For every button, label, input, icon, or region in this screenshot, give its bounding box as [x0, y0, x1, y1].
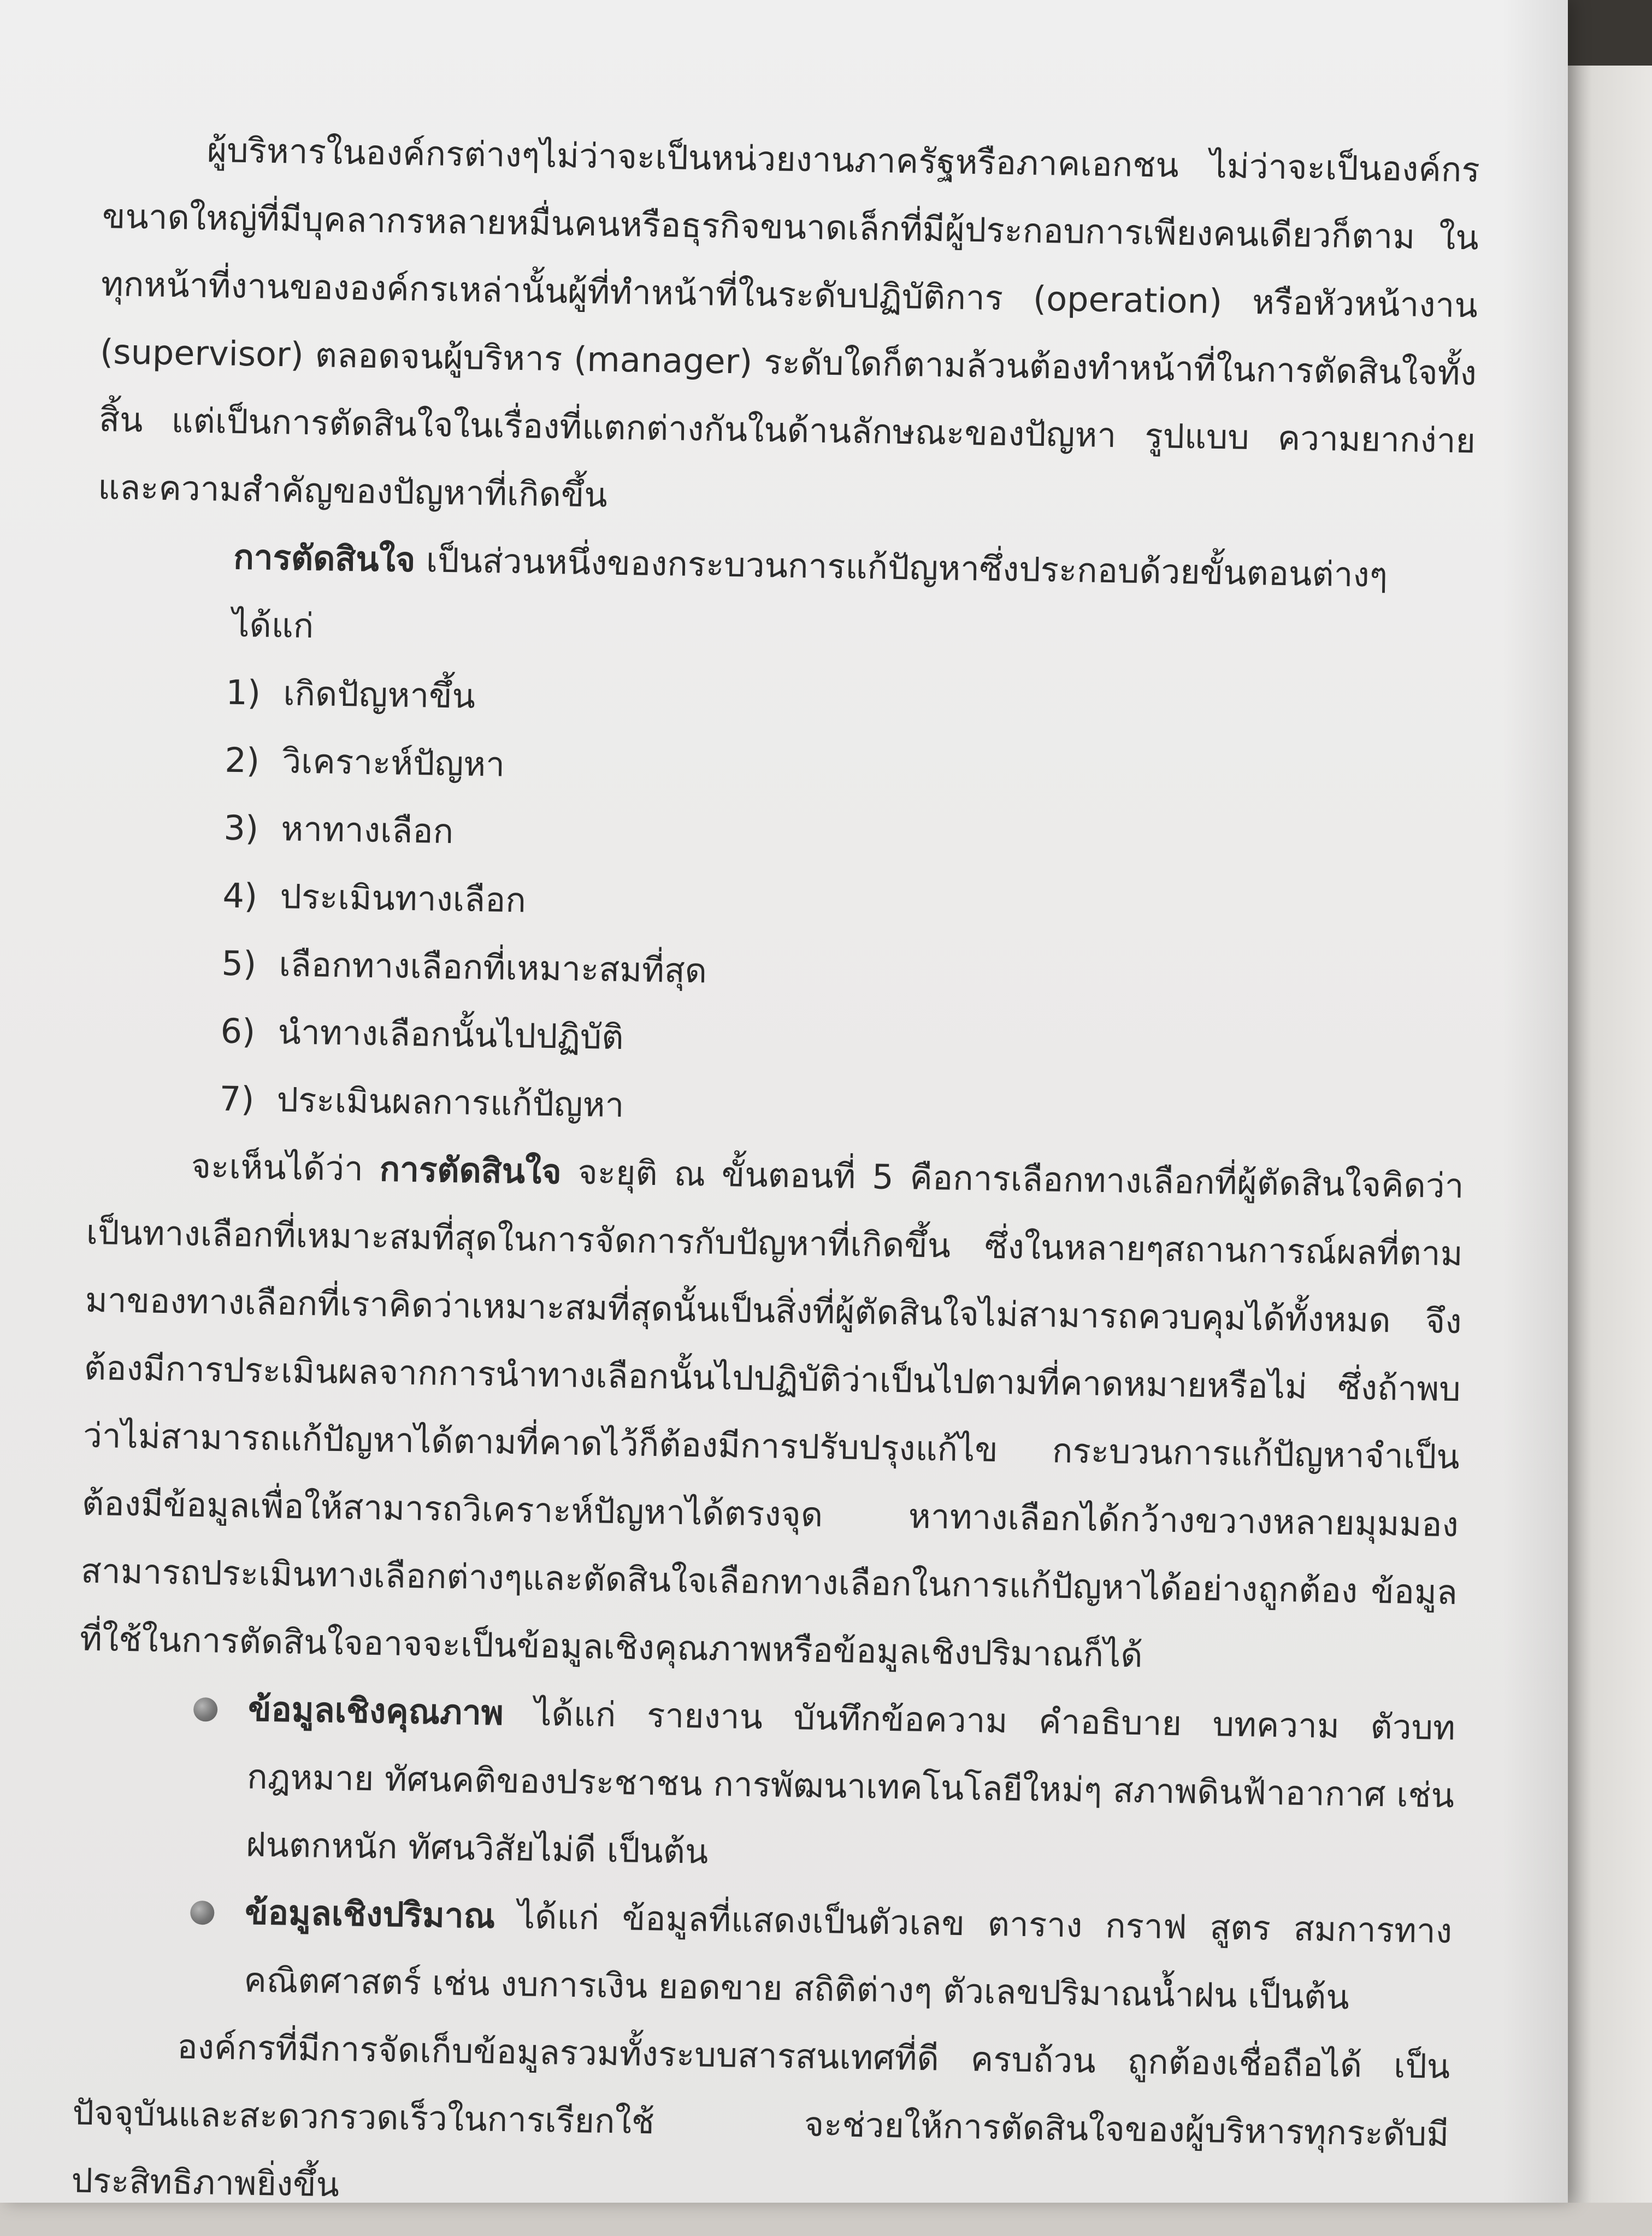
analysis-text: จะยุติ ณ ขั้นตอนที่ 5 คือการเลือกทางเลือกที่ผู้ตัดสินใจคิดว่าเป็นทางเลือกที่เหมาะสมที่สุดในการจัดการกับปัญหาที่เกิดขึ้น ซึ่งในหลายๆสถานการณ์ผลที่ตามมาของทางเลือกที่เราคิดว่าเหมาะสมที่สุดนั้นเป็นสิ่งที่ผู้ตัดสินใจไม่สามารถควบคุมได้ทั้งหมด จึงต้องมีการประเมินผลจากการนำทางเลือกนั้นไปปฏิบัติว่าเป็นไปตามที่คาดหมายหรือไม่ ซึ่งถ้าพบว่าไม่สามารถแก้ปัญหาได้ตามที่คาดไว้ก็ต้องมีการปรับปรุงแก้ไข กระบวนการแก้ปัญหาจำเป็นต้องมีข้อมูลเพื่อให้สามารถวิเคราะห์ปัญหาได้ตรงจุด หาทางเลือกได้กว้างขวางหลายมุมมอง สามารถประเมินทางเลือกต่างๆและตัดสินใจเลือกทางเลือกในการแก้ปัญหาได้อย่างถูกต้อง ข้อมูลที่ใช้ในการตัดสินใจอาจจะเป็นข้อมูลเชิงคุณภาพหรือข้อมูลเชิงปริมาณก็ได้: [79, 1152, 1465, 1675]
step-text: หาทางเลือก: [280, 809, 454, 852]
bullet-item-quantitative: [188, 1878, 1453, 2033]
decision-lead-paragraph: [95, 521, 1474, 679]
step-text: ประเมินผลการแก้ปัญหา: [276, 1079, 624, 1125]
step-text: ประเมินทางเลือก: [279, 876, 527, 921]
bullet-dot-icon: [193, 1697, 218, 1722]
decision-steps-list: [88, 657, 1472, 1152]
closing-paragraph: องค์กรที่มีการจัดเก็บข้อมูลรวมทั้งระบบสารสนเทศที่ดี ครบถ้วน ถูกต้องเชื่อถือได้ เป็นปัจจุบันและสะดวกรวดเร็วในการเรียกใช้ จะช่วยให้การตัดสินใจของผู้บริหารทุกระดับมีประสิทธิภาพยิ่งขึ้น: [71, 2026, 1450, 2205]
bullet-term: ข้อมูลเชิงคุณภาพ: [247, 1689, 504, 1733]
page-body: [71, 115, 1480, 2236]
decision-term: การตัดสินใจ: [233, 536, 416, 580]
bullet-text: ได้แก่ ข้อมูลที่แสดงเป็นตัวเลข ตาราง กราฟ สูตร สมการทางคณิตศาสตร์ เช่น งบการเงิน ยอดขาย สถิติต่างๆ ตัวเลขปริมาณน้ำฝน เป็นต้น: [243, 1896, 1453, 2017]
step-text: เลือกทางเลือกที่เหมาะสมที่สุด: [279, 944, 707, 991]
step-number: 7): [219, 1078, 255, 1119]
analysis-prefix: จะเห็นได้ว่า: [191, 1146, 380, 1189]
step-number: 3): [223, 807, 259, 848]
bullet-text: ได้แก่ รายงาน บันทึกข้อความ คำอธิบาย บทความ ตัวบทกฎหมาย ทัศนคติของประชาชน การพัฒนาเทคโนโลยีใหม่ๆ สภาพดินฟ้าอากาศ เช่น ฝนตกหนัก ทัศนวิสัยไม่ดี เป็นต้น: [245, 1692, 1456, 1872]
step-text: นำทางเลือกนั้นไปปฏิบัติ: [278, 1012, 624, 1058]
step-text: วิเคราะห์ปัญหา: [281, 741, 505, 784]
step-text: เกิดปัญหาขึ้น: [282, 673, 476, 716]
step-number: 6): [220, 1011, 256, 1052]
step-number: 2): [224, 740, 260, 781]
bullet-item-qualitative: [191, 1674, 1456, 1897]
analysis-term: การตัดสินใจ: [379, 1149, 562, 1192]
data-types-list: [74, 1673, 1455, 2033]
decision-lead-text: เป็นส่วนหนึ่งของกระบวนการแก้ปัญหาซึ่งประกอบด้วยขั้นตอนต่างๆ ได้แก่: [232, 540, 1388, 646]
step-number: 5): [221, 943, 257, 984]
step-number: 4): [222, 875, 258, 916]
intro-paragraph: ผู้บริหารในองค์กรต่างๆไม่ว่าจะเป็นหน่วยงานภาครัฐหรือภาคเอกชน ไม่ว่าจะเป็นองค์กรขนาดใหญ่ที่มีบุคลากรหลายหมื่นคนหรือธุรกิจขนาดเล็กที่มีผู้ประกอบการเพียงคนเดียวก็ตาม ในทุกหน้าที่งานขององค์กรเหล่านั้นผู้ที่ทำหน้าที่ในระดับปฏิบัติการ (operation) หรือหัวหน้างาน (supervisor) ตลอดจนผู้บริหาร (manager) ระดับใดก็ตามล้วนต้องทำหน้าที่ในการตัดสินใจทั้งสิ้น แต่เป็นการตัดสินใจในเรื่องที่แตกต่างกันในด้านลักษณะของปัญหา รูปแบบ ความยากง่าย และความสำคัญของปัญหาที่เกิดขึ้น: [97, 129, 1480, 515]
bullet-term: ข้อมูลเชิงปริมาณ: [244, 1892, 495, 1936]
bullet-dot-icon: [190, 1901, 215, 1925]
analysis-paragraph: [79, 1131, 1464, 1694]
step-number: 1): [225, 672, 261, 713]
background-surface: [1559, 0, 1652, 2203]
